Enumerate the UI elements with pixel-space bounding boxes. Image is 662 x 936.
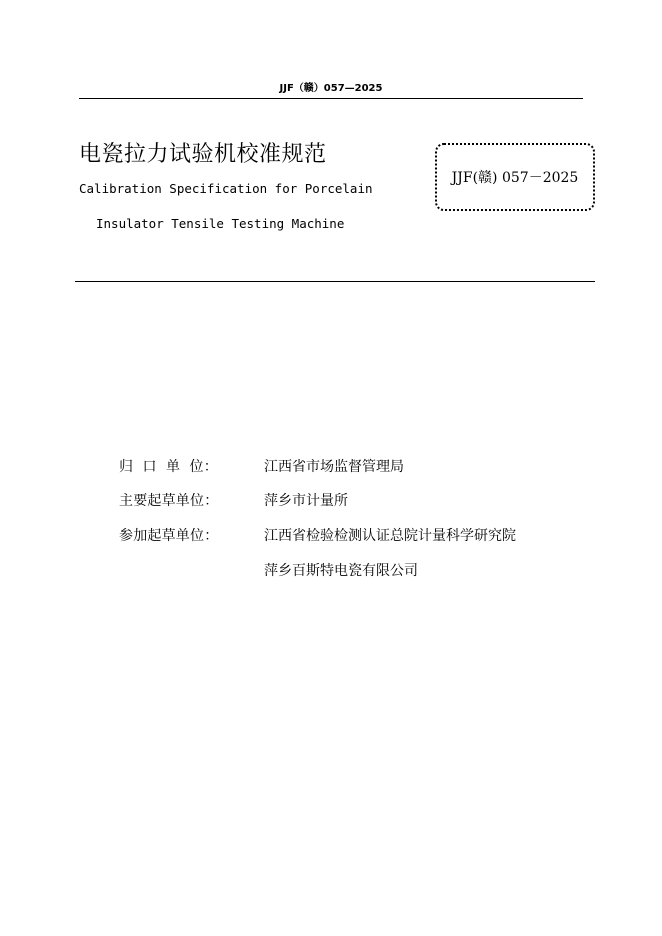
main-drafting-unit-label: 主要起草单位： (119, 493, 219, 509)
participating-unit-label-spacer (119, 561, 264, 581)
running-header: JJF（赣）057—2025 (279, 83, 383, 94)
specification-code: JJF(赣) 057－2025 (451, 170, 579, 186)
participating-unit-value-2: 萍乡百斯特电瓷有限公司 (264, 563, 418, 579)
centralized-unit-row (119, 457, 404, 477)
participating-unit-row (119, 526, 516, 546)
english-title-line-2: Insulator Tensile Testing Machine (96, 216, 345, 231)
main-drafting-unit-row (119, 491, 348, 511)
centralized-unit-label: 归 口 单 位： (119, 459, 218, 475)
page-title: 电瓷拉力试验机校准规范 (79, 142, 327, 167)
participating-unit-label: 参加起草单位： (119, 528, 219, 544)
header-rule (79, 98, 583, 99)
centralized-unit-value: 江西省市场监督管理局 (264, 459, 404, 475)
title-divider (75, 281, 595, 282)
english-title-line-1: Calibration Specification for Porcelain (79, 181, 373, 196)
specification-code-box (435, 143, 595, 211)
participating-unit-value-1: 江西省检验检测认证总院计量科学研究院 (264, 528, 516, 544)
participating-unit-row-2 (119, 561, 418, 581)
main-drafting-unit-value: 萍乡市计量所 (264, 493, 348, 509)
